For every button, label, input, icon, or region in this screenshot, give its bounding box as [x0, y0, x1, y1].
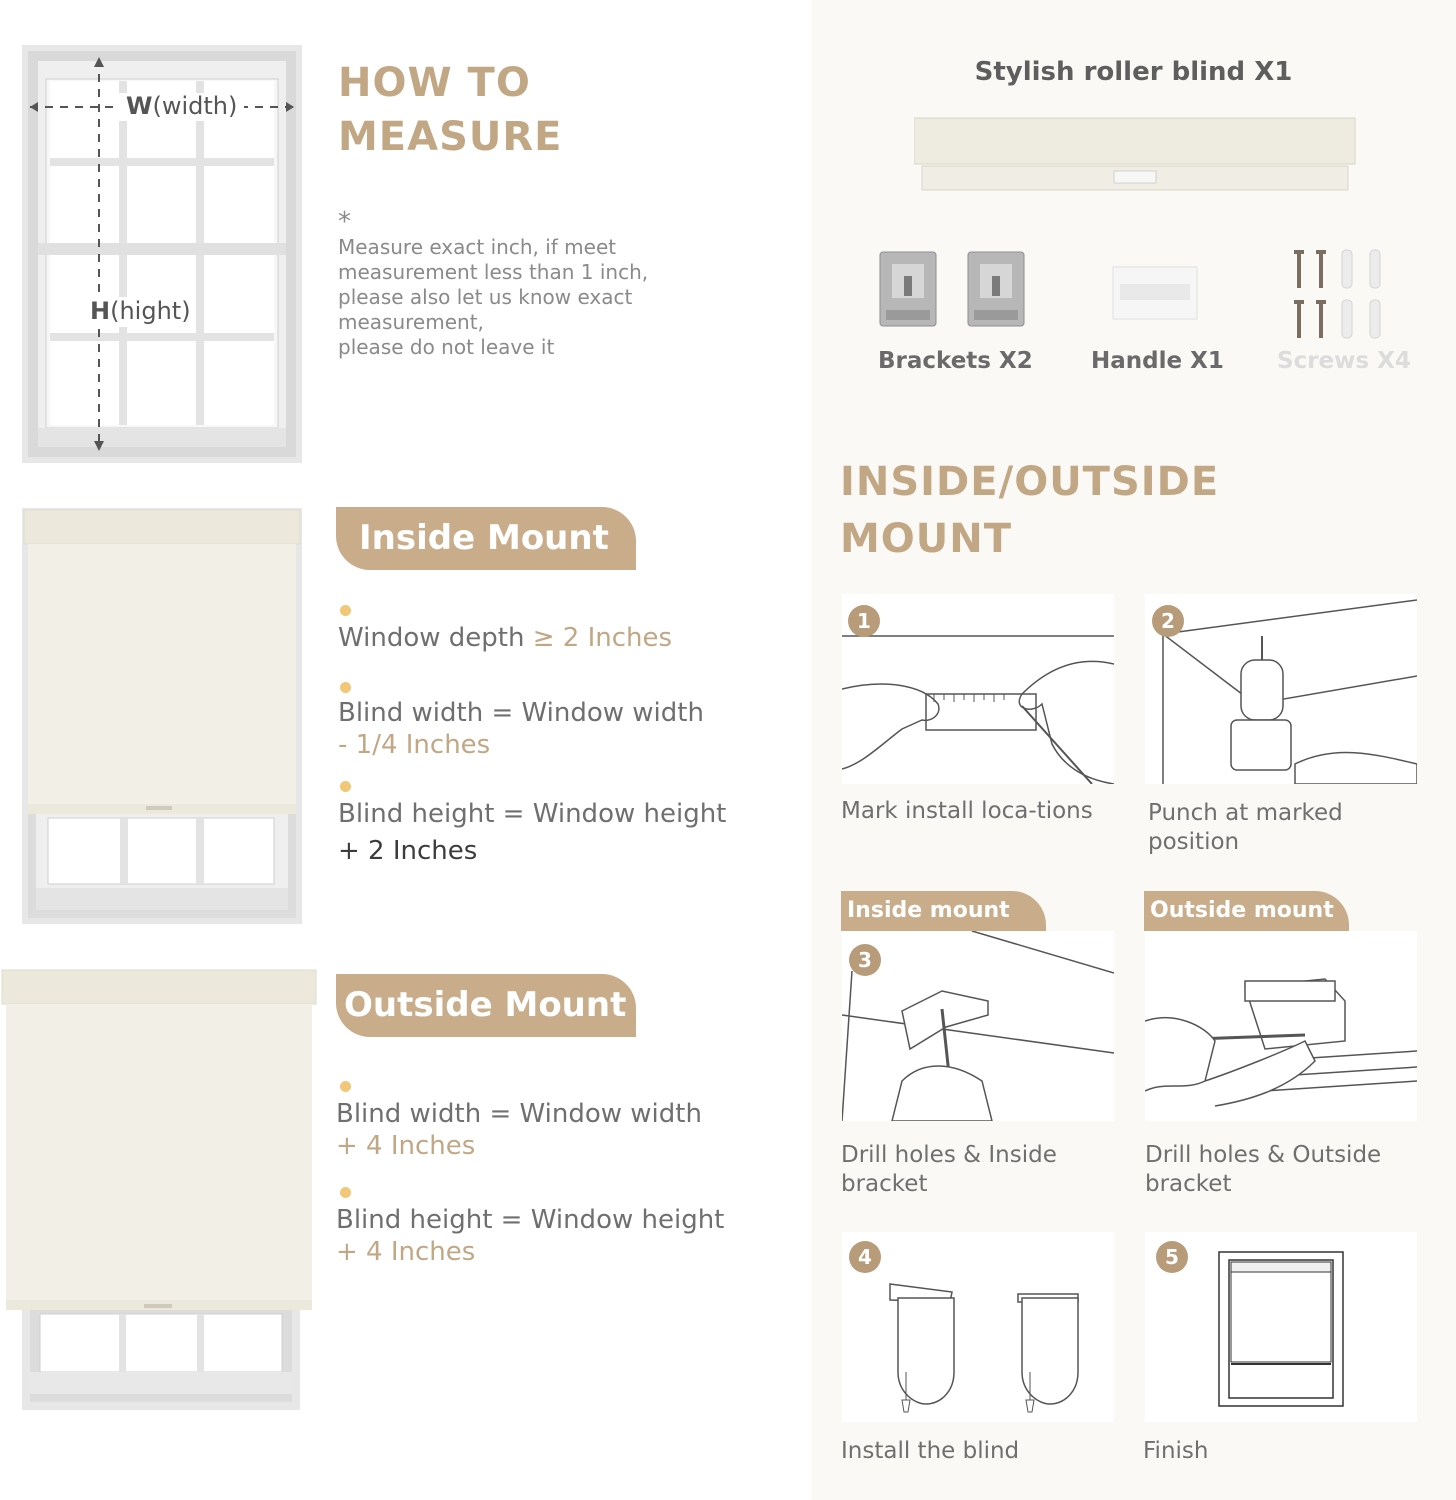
depth-text: Window depth [338, 623, 525, 653]
window-measure-illustration [22, 45, 302, 463]
bullet [340, 682, 351, 693]
caption-line: bracket [1145, 1171, 1232, 1197]
bullet [340, 1081, 351, 1092]
step-3-inside-card [842, 931, 1114, 1121]
inside-width-text: Blind width = Window width [338, 698, 704, 728]
inside-mount-title: Inside Mount [336, 507, 636, 570]
heading-line-1: HOW TO [338, 60, 531, 106]
note-line: Measure exact inch, if meet [338, 235, 617, 259]
step-2-caption [1148, 799, 1343, 857]
inside-mount-illustration [22, 508, 302, 924]
note-star: * [338, 207, 351, 237]
screws-label: Screws X4 [1277, 348, 1411, 374]
outside-mount-title: Outside Mount [336, 974, 636, 1037]
brackets-label: Brackets X2 [878, 348, 1033, 374]
outside-width-value: + 4 Inches [336, 1131, 476, 1161]
step-number: 5 [1156, 1241, 1188, 1273]
step-5-caption: Finish [1143, 1438, 1209, 1464]
bullet [340, 605, 351, 616]
bullet [340, 1187, 351, 1198]
inside-height-rule [338, 796, 726, 870]
outside-mount-illustration [0, 968, 318, 1410]
inside-outside-mount-heading [840, 454, 1219, 568]
width-label-letter: W [126, 92, 153, 120]
step-3-outside-card [1145, 931, 1417, 1121]
screws-image [1286, 248, 1386, 344]
brackets-image [878, 250, 1028, 330]
depth-value: ≥ 2 Inches [532, 623, 673, 653]
height-label-text: (hight) [110, 297, 191, 325]
outside-mount-tab: Outside mount [1144, 891, 1349, 931]
step-number: 3 [849, 944, 881, 976]
window-depth-rule [338, 622, 672, 654]
width-label [126, 92, 237, 120]
inside-mount-tab: Inside mount [841, 891, 1046, 931]
step-1-caption: Mark install loca-tions [841, 798, 1093, 824]
roller-blind-image [914, 116, 1356, 194]
outside-height-rule [336, 1204, 724, 1268]
step-4-card [842, 1232, 1114, 1422]
handle-image [1112, 266, 1198, 320]
handle-label: Handle X1 [1091, 348, 1224, 374]
roller-blind-label: Stylish roller blind X1 [974, 57, 1293, 87]
width-label-text: (width) [152, 92, 238, 120]
measure-note [338, 207, 649, 360]
step-2-card [1145, 594, 1417, 784]
caption-line: bracket [841, 1171, 928, 1197]
heading-line-2: MOUNT [840, 516, 1013, 562]
step-4-caption: Install the blind [841, 1438, 1020, 1464]
bullet [340, 781, 351, 792]
step-3-inside-caption [841, 1141, 1057, 1199]
note-line: measurement, [338, 310, 484, 334]
inside-height-value: + 2 Inches [338, 836, 478, 866]
caption-line: Drill holes & Outside [1145, 1142, 1382, 1168]
heading-line-1: INSIDE/OUTSIDE [840, 459, 1220, 505]
note-line: please do not leave it [338, 335, 555, 359]
step-number: 4 [849, 1241, 881, 1273]
outside-width-rule [336, 1098, 702, 1162]
heading-line-2: MEASURE [338, 114, 563, 160]
caption-line: position [1148, 829, 1240, 855]
outside-height-value: + 4 Inches [336, 1237, 476, 1267]
inside-width-rule [338, 697, 704, 761]
step-3-outside-caption [1145, 1141, 1381, 1199]
height-label [90, 297, 191, 325]
note-line: please also let us know exact [338, 285, 633, 309]
height-label-letter: H [90, 297, 111, 325]
step-number: 1 [848, 605, 880, 637]
note-line: measurement less than 1 inch, [338, 260, 649, 284]
inside-width-value: - 1/4 Inches [338, 730, 491, 760]
step-number: 2 [1152, 605, 1184, 637]
step-1-card [842, 594, 1114, 784]
how-to-measure-heading [338, 56, 563, 164]
outside-height-text: Blind height = Window height [336, 1205, 725, 1235]
outside-width-text: Blind width = Window width [336, 1099, 702, 1129]
caption-line: Punch at marked [1148, 800, 1343, 826]
inside-height-text: Blind height = Window height [338, 799, 727, 829]
caption-line: Drill holes & Inside [841, 1142, 1057, 1168]
